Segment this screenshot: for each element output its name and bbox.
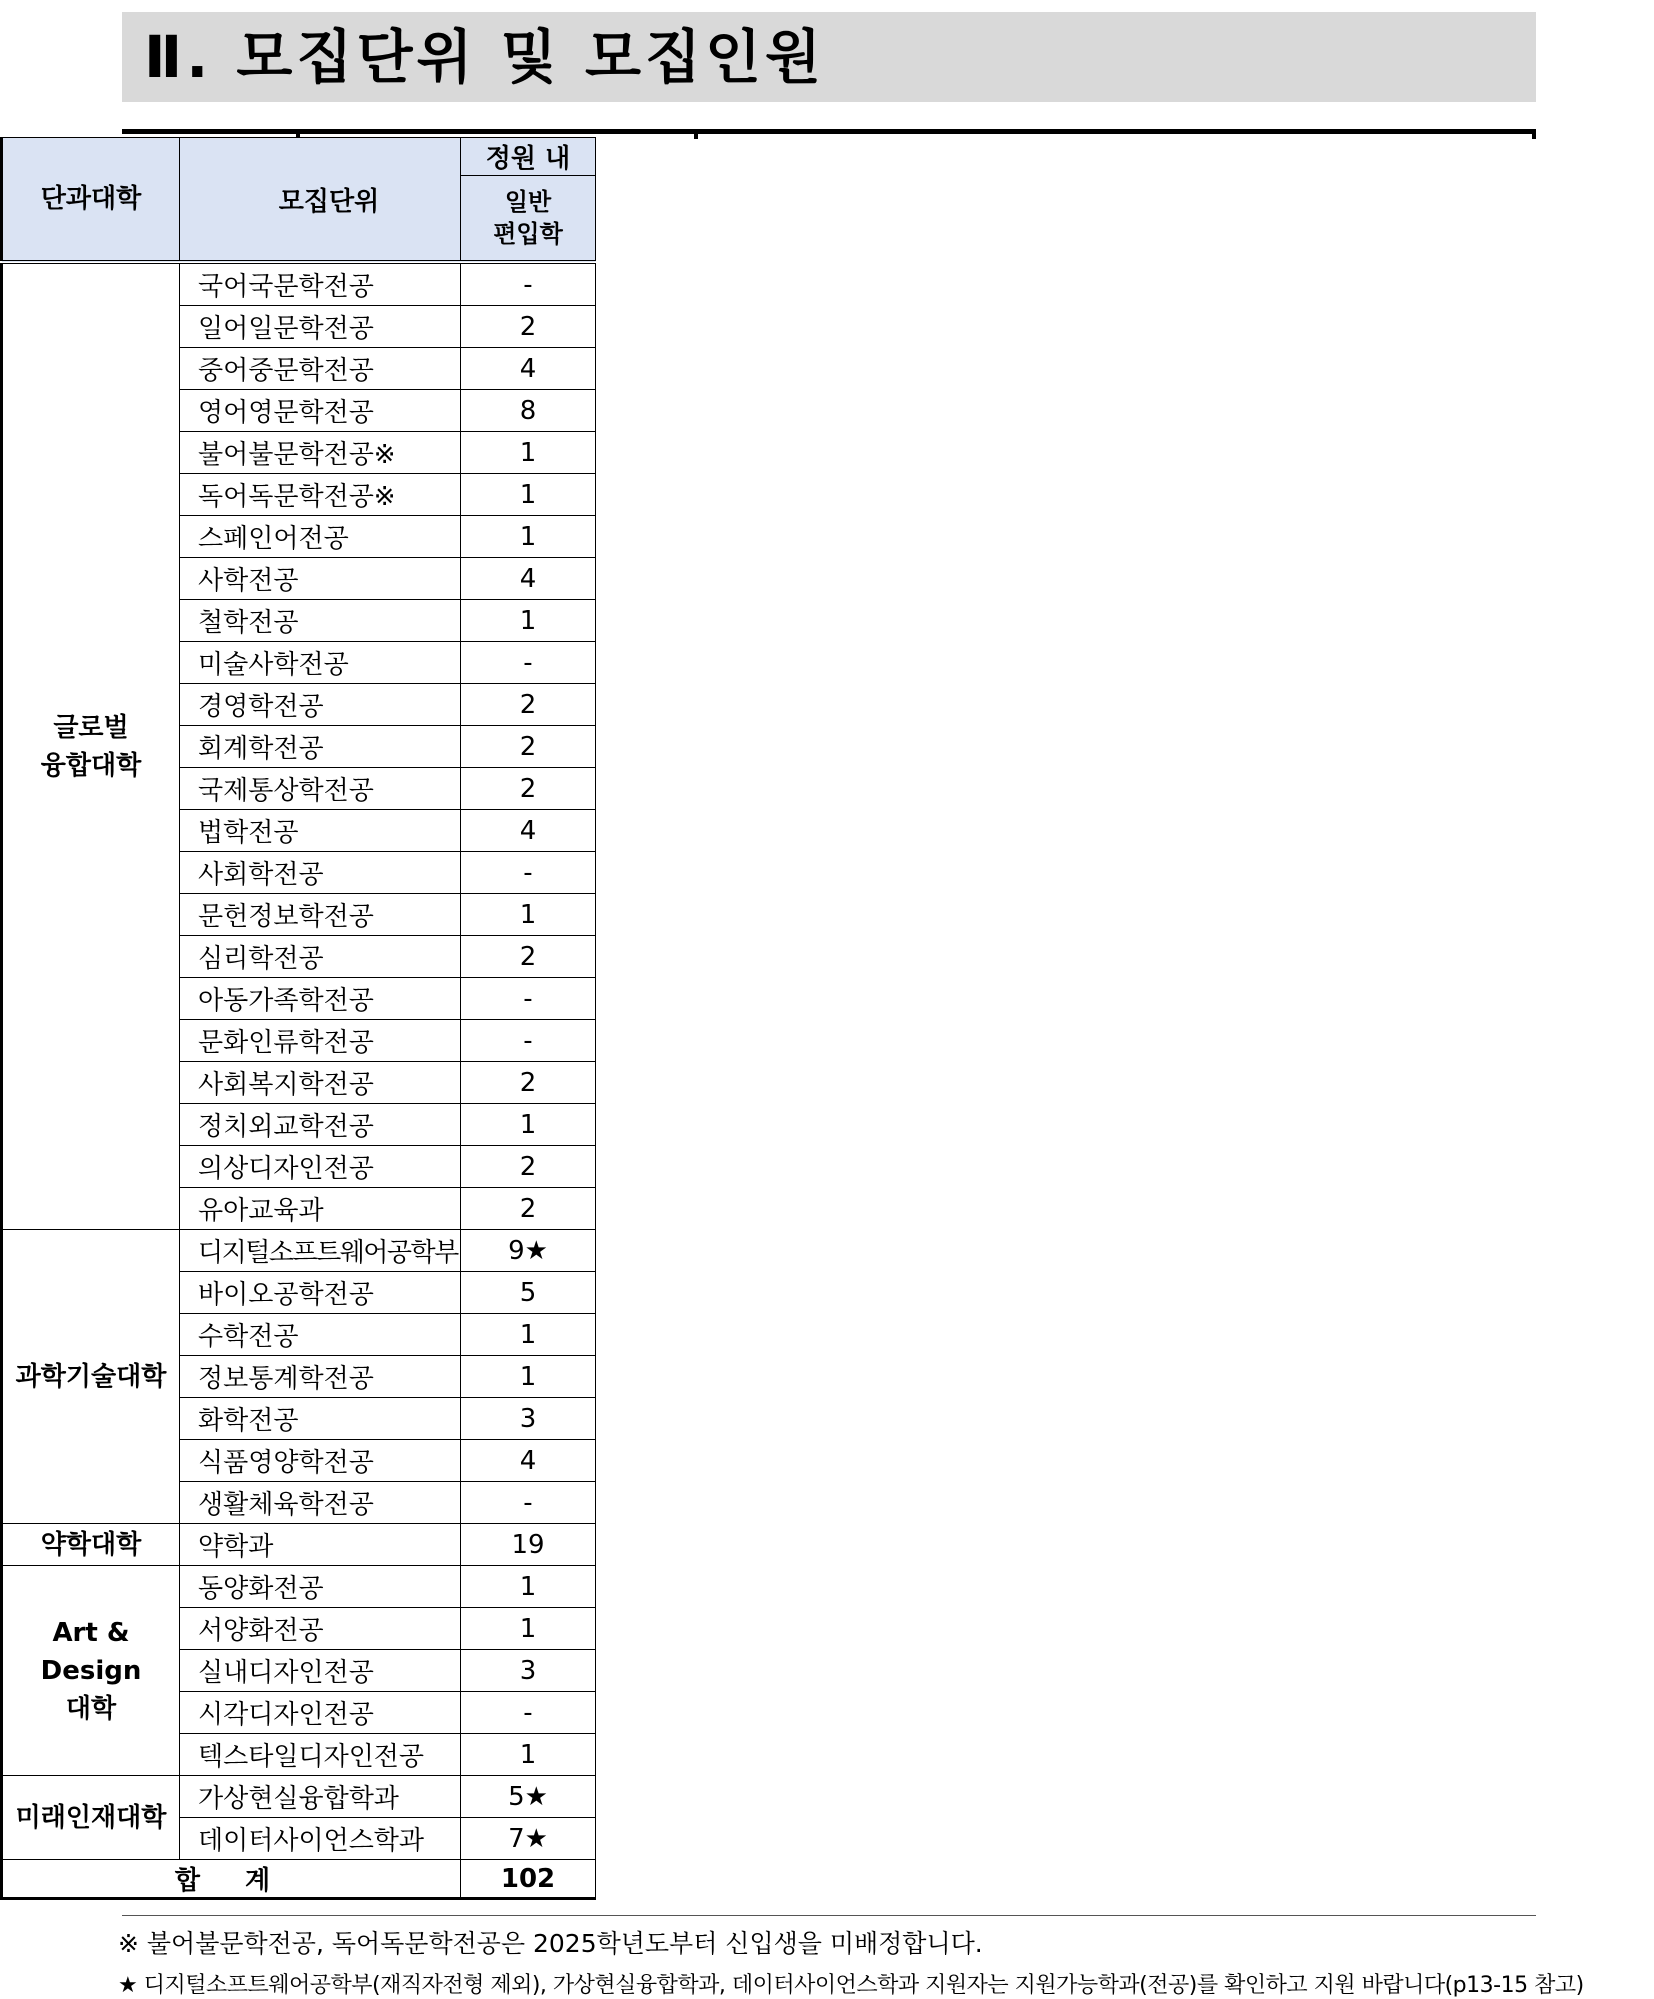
table-row (2, 262, 596, 306)
recruitment-unit: 사학전공 (180, 558, 461, 600)
quota-value: 1 (461, 1608, 596, 1650)
total-label: 합 계 (2, 1860, 461, 1899)
recruitment-unit: 화학전공 (180, 1398, 461, 1440)
quota-value: - (461, 1692, 596, 1734)
recruitment-unit: 데이터사이언스학과 (180, 1818, 461, 1860)
recruitment-unit: 경영학전공 (180, 684, 461, 726)
notes-divider (122, 1915, 1536, 1916)
quota-value: 4 (461, 348, 596, 390)
recruitment-unit: 텍스타일디자인전공 (180, 1734, 461, 1776)
quota-value: 3 (461, 1650, 596, 1692)
recruitment-unit: 독어독문학전공※ (180, 474, 461, 516)
recruitment-unit: 약학과 (180, 1524, 461, 1566)
quota-value: 5★ (461, 1776, 596, 1818)
quota-value: 1 (461, 1104, 596, 1146)
quota-table (0, 137, 596, 1900)
table-row (2, 1524, 596, 1566)
recruitment-unit: 가상현실융합학과 (180, 1776, 461, 1818)
recruitment-unit: 시각디자인전공 (180, 1692, 461, 1734)
college-name-line1: 미래인재대학 (15, 1802, 167, 1833)
header-unit: 모집단위 (180, 138, 461, 263)
section-title: Ⅱ. 모집단위 및 모집인원 (144, 23, 826, 91)
note-unassigned-majors: ※ 불어불문학전공, 독어독문학전공은 2025학년도부터 신입생을 미배정합니다. (118, 1929, 983, 1958)
table-top-tick (1532, 129, 1536, 139)
quota-value: 2 (461, 306, 596, 348)
quota-value: - (461, 1020, 596, 1062)
recruitment-unit: 문화인류학전공 (180, 1020, 461, 1062)
table-row (2, 1776, 596, 1818)
note-eligibility-check: ★ 디지털소프트웨어공학부(재직자전형 제외), 가상현실융합학과, 데이터사이언스학과 지원자는 지원가능학과(전공)를 확인하고 지원 바랍니다(p13-15 참고) (118, 1973, 1584, 1998)
quota-table-body (2, 262, 596, 1899)
total-row (2, 1860, 596, 1899)
college-name (2, 262, 180, 1230)
recruitment-unit: 의상디자인전공 (180, 1146, 461, 1188)
quota-value: - (461, 262, 596, 306)
college-name-line1: 약학대학 (40, 1529, 142, 1560)
recruitment-unit: 유아교육과 (180, 1188, 461, 1230)
college-name (2, 1524, 180, 1566)
quota-value: 1 (461, 1314, 596, 1356)
recruitment-unit: 심리학전공 (180, 936, 461, 978)
section-header-bar (122, 12, 1536, 102)
header-subgroup-line1: 일반 (504, 188, 552, 216)
recruitment-unit: 영어영문학전공 (180, 390, 461, 432)
header-college: 단과대학 (2, 138, 180, 263)
quota-value: 4 (461, 1440, 596, 1482)
quota-value: 1 (461, 894, 596, 936)
quota-value: 1 (461, 432, 596, 474)
college-name-line2: 대학 (65, 1693, 117, 1724)
recruitment-unit: 중어중문학전공 (180, 348, 461, 390)
quota-value: 9★ (461, 1230, 596, 1272)
quota-value: 2 (461, 684, 596, 726)
quota-value: - (461, 1482, 596, 1524)
header-subgroup-line2: 편입학 (493, 220, 563, 248)
quota-value: 1 (461, 516, 596, 558)
quota-value: 2 (461, 768, 596, 810)
quota-value: 7★ (461, 1818, 596, 1860)
quota-value: - (461, 852, 596, 894)
table-top-tick (694, 129, 698, 139)
recruitment-unit: 회계학전공 (180, 726, 461, 768)
header-subgroup (461, 176, 596, 263)
recruitment-unit: 동양화전공 (180, 1566, 461, 1608)
quota-value: 5 (461, 1272, 596, 1314)
college-name-line2: 융합대학 (40, 750, 142, 781)
table-top-rule (122, 129, 1536, 134)
recruitment-unit: 식품영양학전공 (180, 1440, 461, 1482)
quota-value: 1 (461, 1734, 596, 1776)
recruitment-unit: 사회학전공 (180, 852, 461, 894)
quota-value: 19 (461, 1524, 596, 1566)
recruitment-unit: 미술사학전공 (180, 642, 461, 684)
recruitment-unit: 국어국문학전공 (180, 262, 461, 306)
recruitment-unit: 불어불문학전공※ (180, 432, 461, 474)
college-name-line1: 과학기술대학 (15, 1361, 167, 1392)
quota-value: 2 (461, 726, 596, 768)
table-row (2, 1566, 596, 1608)
header-group: 정원 내 (461, 138, 596, 176)
recruitment-unit: 아동가족학전공 (180, 978, 461, 1020)
quota-value: 1 (461, 1356, 596, 1398)
college-name (2, 1776, 180, 1860)
quota-value: 2 (461, 1146, 596, 1188)
recruitment-unit: 정보통계학전공 (180, 1356, 461, 1398)
quota-value: - (461, 978, 596, 1020)
quota-value: 1 (461, 600, 596, 642)
recruitment-unit: 사회복지학전공 (180, 1062, 461, 1104)
recruitment-unit: 생활체육학전공 (180, 1482, 461, 1524)
recruitment-unit: 수학전공 (180, 1314, 461, 1356)
quota-value: 3 (461, 1398, 596, 1440)
recruitment-unit: 일어일문학전공 (180, 306, 461, 348)
college-name (2, 1566, 180, 1776)
recruitment-unit: 서양화전공 (180, 1608, 461, 1650)
recruitment-unit: 실내디자인전공 (180, 1650, 461, 1692)
recruitment-unit: 스페인어전공 (180, 516, 461, 558)
recruitment-unit: 철학전공 (180, 600, 461, 642)
recruitment-unit: 국제통상학전공 (180, 768, 461, 810)
quota-value: 2 (461, 1188, 596, 1230)
quota-value: 1 (461, 1566, 596, 1608)
recruitment-unit: 법학전공 (180, 810, 461, 852)
quota-value: 4 (461, 558, 596, 600)
quota-value: 2 (461, 1062, 596, 1104)
quota-value: 1 (461, 474, 596, 516)
total-value: 102 (461, 1860, 596, 1899)
college-name-line1: Art & Design (40, 1617, 142, 1686)
quota-value: 2 (461, 936, 596, 978)
quota-value: - (461, 642, 596, 684)
recruitment-unit: 문헌정보학전공 (180, 894, 461, 936)
college-name-line1: 글로벌 (53, 712, 129, 743)
recruitment-unit: 정치외교학전공 (180, 1104, 461, 1146)
recruitment-unit: 바이오공학전공 (180, 1272, 461, 1314)
quota-value: 8 (461, 390, 596, 432)
recruitment-unit: 디지털소프트웨어공학부 (180, 1230, 461, 1272)
quota-value: 4 (461, 810, 596, 852)
table-row (2, 1230, 596, 1272)
college-name (2, 1230, 180, 1524)
